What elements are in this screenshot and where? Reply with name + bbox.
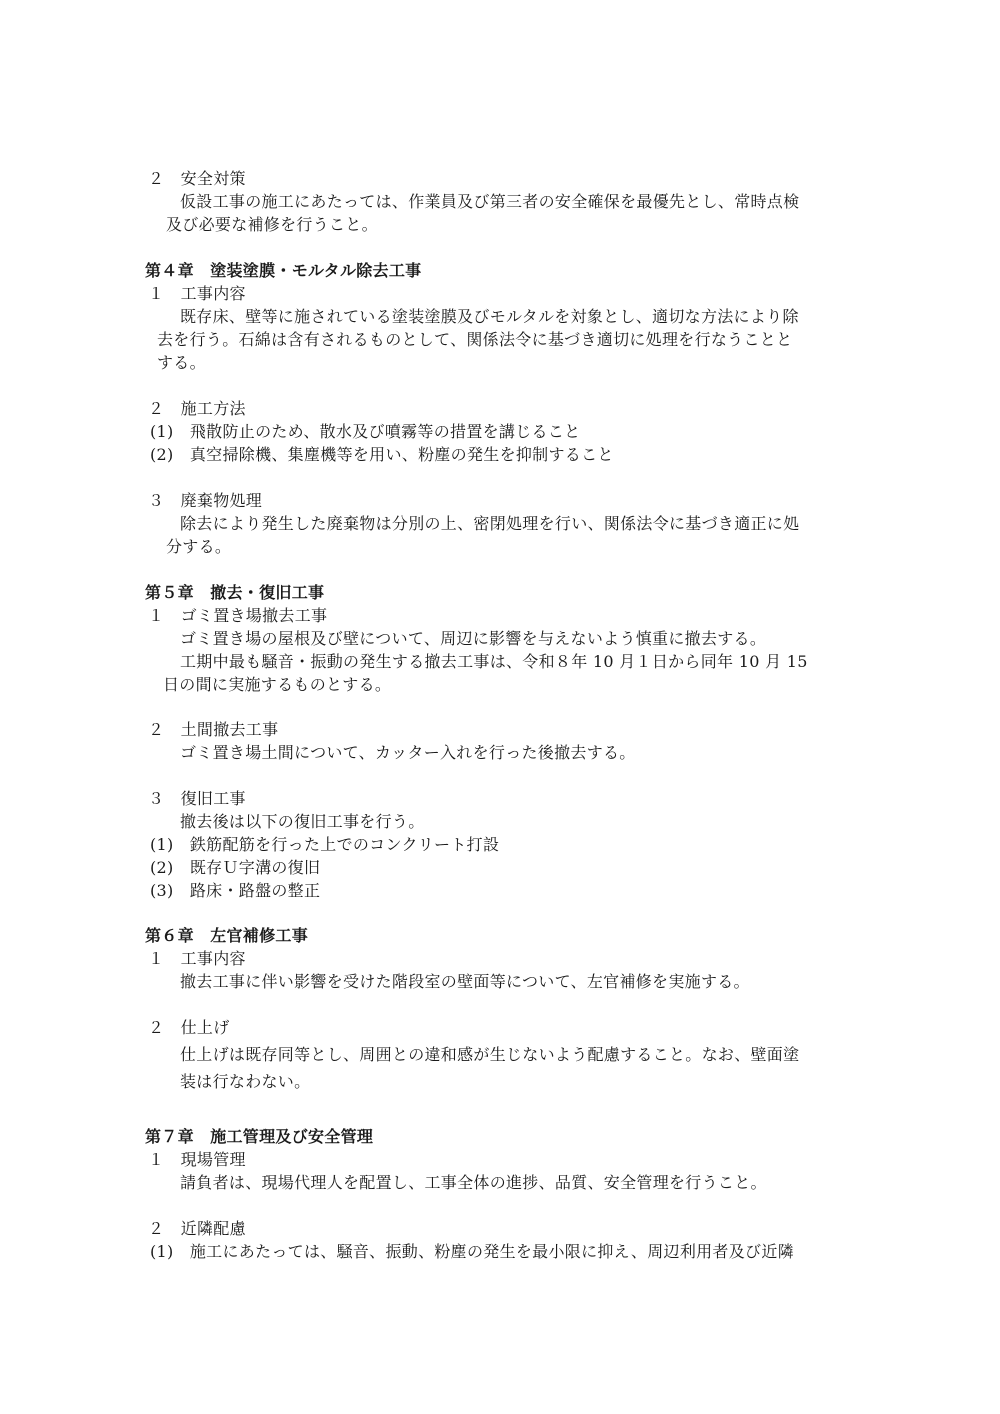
subsection-heading: ２ 仕上げ	[148, 1018, 230, 1037]
subsection-heading: ３ 廃棄物処理	[148, 491, 263, 510]
subsection-heading: ２ 近隣配慮	[148, 1219, 246, 1238]
list-item: (1) 施工にあたっては、騒音、振動、粉塵の発生を最小限に抑え、周辺利用者及び近隣	[150, 1242, 794, 1261]
list-item: (2) 真空掃除機、集塵機等を用い、粉塵の発生を抑制すること	[150, 445, 614, 464]
paragraph-line: 既存床、壁等に施されている塗装塗膜及びモルタルを対象とし、適切な方法により除	[180, 307, 799, 326]
paragraph-line: 及び必要な補修を行うこと。	[166, 215, 378, 234]
paragraph-line: 分する。	[166, 537, 232, 556]
paragraph-line: ゴミ置き場土間について、カッター入れを行った後撤去する。	[180, 743, 636, 762]
list-item: (1) 飛散防止のため、散水及び噴霧等の措置を講じること	[150, 422, 581, 441]
chapter-title: 第７章 施工管理及び安全管理	[145, 1127, 374, 1146]
list-item: (1) 鉄筋配筋を行った上でのコンクリート打設	[150, 835, 500, 854]
paragraph-line: 仕上げは既存同等とし、周囲との違和感が生じないよう配慮すること。なお、壁面塗	[180, 1045, 800, 1064]
subsection-heading: ２ 安全対策	[148, 169, 246, 188]
chapter-title: 第４章 塗装塗膜・モルタル除去工事	[145, 261, 422, 280]
list-item: (3) 路床・路盤の整正	[150, 881, 321, 900]
paragraph-line: 仮設工事の施工にあたっては、作業員及び第三者の安全確保を最優先とし、常時点検	[180, 192, 800, 211]
subsection-heading: １ ゴミ置き場撤去工事	[148, 606, 328, 625]
paragraph-line: ゴミ置き場の屋根及び壁について、周辺に影響を与えないよう慎重に撤去する。	[180, 629, 767, 648]
paragraph-line: 請負者は、現場代理人を配置し、工事全体の進捗、品質、安全管理を行うこと。	[180, 1173, 767, 1192]
paragraph-line: 日の間に実施するものとする。	[163, 675, 392, 694]
paragraph-line: 去を行う。石綿は含有されるものとして、関係法令に基づき適切に処理を行なうことと	[157, 330, 793, 349]
chapter-title: 第６章 左官補修工事	[145, 926, 309, 945]
paragraph-line: 工期中最も騒音・振動の発生する撤去工事は、令和８年 10 月１日から同年 10 月 15	[180, 652, 808, 671]
subsection-heading: ３ 復旧工事	[148, 789, 246, 808]
paragraph-line: 撤去工事に伴い影響を受けた階段室の壁面等について、左官補修を実施する。	[180, 972, 750, 991]
paragraph-line: する。	[157, 353, 206, 372]
paragraph-line: 除去により発生した廃棄物は分別の上、密閉処理を行い、関係法令に基づき適正に処	[180, 514, 800, 533]
subsection-heading: １ 現場管理	[148, 1150, 246, 1169]
paragraph-line: 装は行なわない。	[180, 1072, 311, 1091]
subsection-heading: １ 工事内容	[148, 949, 246, 968]
subsection-heading: ２ 施工方法	[148, 399, 246, 418]
subsection-heading: １ 工事内容	[148, 284, 246, 303]
list-item: (2) 既存Ｕ字溝の復旧	[150, 858, 321, 877]
subsection-heading: ２ 土間撤去工事	[148, 720, 279, 739]
paragraph-line: 撤去後は以下の復旧工事を行う。	[180, 812, 425, 831]
chapter-title: 第５章 撤去・復旧工事	[145, 583, 325, 602]
